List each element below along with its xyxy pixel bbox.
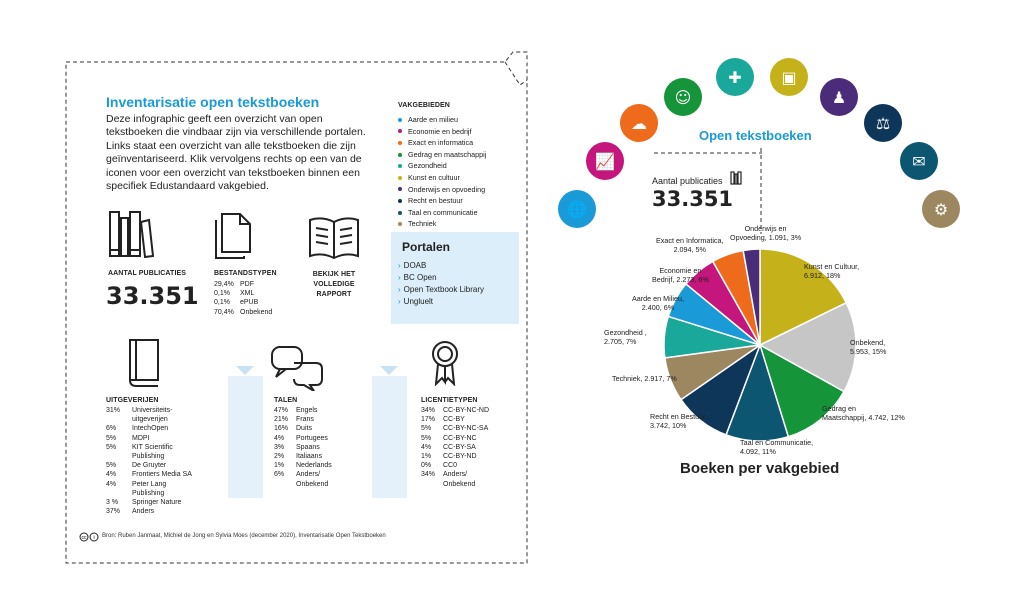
- legend-item: [398, 126, 486, 138]
- list-row: [421, 470, 489, 479]
- list-row: [274, 406, 332, 415]
- portal-link[interactable]: [398, 284, 484, 296]
- award-ribbon-icon: [430, 340, 460, 386]
- list-row: [106, 480, 192, 489]
- list-pct: 4%: [106, 471, 117, 479]
- list-pct: 2%: [274, 453, 285, 461]
- list-pct: 4%: [421, 443, 432, 451]
- list-pct: 29,4%: [214, 281, 234, 288]
- list-name: CC-BY-ND: [443, 453, 477, 461]
- education-teacher-icon[interactable]: [820, 78, 858, 116]
- list-name: CC-BY-NC-SA: [443, 425, 489, 433]
- list-pct: 16%: [274, 425, 289, 433]
- legend-dot: [398, 199, 402, 203]
- legend-label: Taal en communicatie: [408, 207, 478, 217]
- economy-chart-icon[interactable]: [586, 142, 624, 180]
- legend-label: Kunst en cultuur: [408, 172, 460, 182]
- legend-label: Gezondheid: [408, 161, 447, 171]
- list-row: [421, 424, 489, 433]
- portal-link[interactable]: [398, 296, 484, 308]
- list-pct: 4%: [274, 434, 285, 442]
- list-row: [274, 470, 332, 479]
- list-name: CC0: [443, 462, 458, 470]
- list-row: [214, 289, 272, 298]
- behaviour-head-icon[interactable]: [664, 78, 702, 116]
- list-row: [421, 434, 489, 443]
- list-row: [274, 480, 332, 489]
- list-name: Anders/: [443, 471, 468, 479]
- licentie-arrow: [380, 366, 398, 376]
- list-pct: [421, 480, 443, 489]
- list-pct: 5%: [106, 434, 117, 442]
- list-pct: 3 %: [106, 499, 119, 507]
- pie-label: Techniek, 2.917, 7%: [612, 374, 677, 383]
- icon-glyph: ☺: [674, 87, 692, 107]
- list-row: [421, 443, 489, 452]
- legend-item: [398, 137, 486, 149]
- pie-label: Gedrag en Maatschappij, 4.742, 12%: [822, 404, 905, 422]
- portal-link[interactable]: [398, 272, 484, 284]
- art-picture-icon[interactable]: [770, 58, 808, 96]
- icon-glyph: ⚙: [933, 199, 949, 219]
- legend-item: [398, 172, 486, 184]
- uitgeverijen-label: UITGEVERIJEN: [106, 397, 159, 404]
- list-name: Universiteits-: [132, 407, 173, 414]
- list-pct: [106, 452, 132, 461]
- list-name: Springer Nature: [132, 499, 182, 507]
- pie-label: Recht en Bestuur, 3.742, 10%: [650, 412, 708, 430]
- list-name: CC-BY-NC-ND: [443, 407, 490, 414]
- chevron-right-icon: ›: [398, 273, 401, 282]
- licentie-label: LICENTIETYPEN: [421, 397, 478, 404]
- list-pct: 0%: [421, 462, 432, 470]
- open-book-icon[interactable]: [308, 216, 360, 260]
- portalen-list: [398, 260, 484, 308]
- list-pct: [106, 415, 132, 424]
- list-row: [106, 507, 192, 516]
- intro-text: Deze infographic geeft een overzicht van open tekstboeken die vindbaar zijn via verschillende portalen. Links staat een overzicht van alle tekstboeken die zijn geïnventariseerd. Klik vervolgens rechts op een van de iconen voor een overzicht van tekstboeken binnen een specifiek Edustandaard vakgebied.: [106, 113, 366, 193]
- list-name: Onbekend: [240, 308, 273, 316]
- legend-label: Exact en informatica: [408, 138, 474, 148]
- right-aantal-value: 33.351: [652, 187, 734, 211]
- legend-dot: [398, 141, 402, 145]
- list-row: [274, 452, 332, 461]
- portalen-title: Portalen: [402, 240, 451, 254]
- list-pct: 1%: [274, 462, 285, 470]
- legend-dot: [398, 222, 402, 226]
- chevron-right-icon: ›: [398, 285, 401, 294]
- list-pct: 1%: [421, 453, 432, 461]
- pie-label: Taal en Communicatie, 4.092, 11%: [740, 438, 814, 456]
- list-pct: 37%: [106, 508, 121, 516]
- list-pct: 70,4%: [214, 308, 234, 316]
- list-name: Anders/: [296, 471, 321, 479]
- legend-dot: [398, 129, 402, 133]
- talen-column-bg: [228, 376, 263, 498]
- list-pct: [106, 489, 132, 498]
- uitgeverijen-list: [106, 406, 192, 516]
- pie-label: Economie en Bedrijf, 2.273, 6%: [652, 266, 709, 284]
- legend-item: [398, 207, 486, 219]
- icon-glyph: 📈: [595, 151, 615, 171]
- list-name: uitgeverijen: [132, 416, 168, 424]
- legend-dot: [398, 118, 402, 122]
- pie-label: Onderwijs en Opvoeding, 1.091, 3%: [730, 224, 802, 242]
- list-pct: 34%: [421, 407, 436, 414]
- list-pct: 0,1%: [214, 299, 230, 307]
- list-pct: 5%: [421, 434, 432, 442]
- speech-bubbles-icon: [270, 345, 324, 391]
- portal-label: DOAB: [403, 261, 427, 270]
- list-pct: 5%: [421, 425, 432, 433]
- list-row: [106, 452, 192, 461]
- book-icon: [126, 338, 162, 388]
- small-books-icon: [730, 171, 744, 185]
- chevron-right-icon: ›: [398, 261, 401, 270]
- list-pct: 3%: [274, 443, 285, 451]
- portal-label: Ungluelt: [403, 297, 434, 306]
- list-name: Anders: [132, 508, 155, 516]
- chart-title: Boeken per vakgebied: [680, 460, 840, 477]
- licentie-column-bg: [372, 376, 407, 498]
- list-name: XML: [240, 290, 255, 298]
- list-row: [106, 489, 192, 498]
- list-row: [274, 434, 332, 443]
- list-row: [421, 415, 489, 424]
- legend-item: [398, 195, 486, 207]
- right-aantal-label: Aantal publicaties: [652, 176, 723, 186]
- list-row: [421, 461, 489, 470]
- list-pct: 6%: [274, 471, 285, 479]
- list-name: Nederlands: [296, 462, 332, 470]
- pie-label: Kunst en Cultuur, 6.912, 18%: [804, 262, 860, 280]
- list-name: Frontiers Media SA: [132, 471, 192, 479]
- list-row: [106, 470, 192, 479]
- list-pct: 31%: [106, 407, 121, 414]
- legend-item: [398, 160, 486, 172]
- right-title: Open tekstboeken: [699, 128, 812, 143]
- icon-glyph: ▣: [781, 67, 797, 87]
- icon-glyph: ♟: [831, 87, 847, 107]
- list-row: [214, 280, 272, 289]
- dashed-connector-h: [654, 152, 762, 156]
- legend-dot: [398, 211, 402, 215]
- licenties-list: [421, 406, 489, 489]
- health-icon[interactable]: [716, 58, 754, 96]
- list-name: Frans: [296, 416, 314, 424]
- talen-list: [274, 406, 332, 489]
- list-pct: 21%: [274, 416, 289, 424]
- list-row: [106, 424, 192, 433]
- vakgebieden-title: VAKGEBIEDEN: [398, 102, 450, 109]
- talen-label: TALEN: [274, 397, 298, 404]
- legend-item: [398, 114, 486, 126]
- icon-glyph: ⚖: [875, 113, 891, 133]
- list-name: PDF: [240, 281, 254, 288]
- list-row: [421, 406, 489, 415]
- portal-label: BC Open: [403, 273, 437, 282]
- aantal-label: AANTAL PUBLICATIES: [108, 270, 187, 277]
- list-name: Publishing: [132, 489, 165, 497]
- legend-label: Gedrag en maatschappij: [408, 149, 487, 159]
- legend-item: [398, 149, 486, 161]
- svg-text:cc: cc: [81, 535, 87, 541]
- rapport-label-2: VOLLEDIGE: [313, 281, 355, 288]
- vakgebieden-legend: [398, 114, 486, 230]
- list-name: Publishing: [132, 453, 165, 461]
- list-name: IntechOpen: [132, 425, 169, 433]
- list-pct: 5%: [106, 462, 117, 470]
- legend-item: [398, 184, 486, 196]
- list-name: Italiaans: [296, 453, 323, 461]
- list-pct: 0,1%: [214, 290, 230, 298]
- list-name: Spaans: [296, 443, 320, 451]
- list-row: [421, 452, 489, 461]
- source-text: Bron: Ruben Janmaat, Michiel de Jong en Sylvia Moes (december 2020), Inventarisatie Open Tekstboeken: [102, 533, 386, 539]
- chevron-right-icon: ›: [398, 297, 401, 306]
- legend-dot: [398, 176, 402, 180]
- list-name: CC-BY-SA: [443, 443, 476, 451]
- list-row: [214, 298, 272, 307]
- aantal-value: 33.351: [106, 282, 199, 310]
- portal-link[interactable]: [398, 260, 484, 272]
- legend-label: Aarde en milieu: [408, 115, 458, 124]
- list-row: [274, 424, 332, 433]
- list-pct: 4%: [106, 480, 117, 488]
- list-pct: 5%: [106, 443, 117, 451]
- list-name: Onbekend: [296, 480, 329, 488]
- computing-icon[interactable]: [620, 104, 658, 142]
- technology-gear-icon[interactable]: [922, 190, 960, 228]
- icon-glyph: ☁: [631, 113, 647, 133]
- list-pct: 6%: [106, 425, 117, 433]
- list-name: CC-BY: [443, 416, 465, 424]
- icon-glyph: ✚: [728, 67, 742, 87]
- legend-dot: [398, 164, 402, 168]
- legend-label: Recht en bestuur: [408, 196, 463, 206]
- list-pct: 17%: [421, 416, 436, 424]
- list-pct: [274, 480, 296, 489]
- communication-chat-icon[interactable]: [900, 142, 938, 180]
- cc-license-icon: [79, 532, 99, 542]
- rapport-link[interactable]: [303, 270, 365, 300]
- icon-glyph: 🌐: [567, 199, 587, 219]
- list-name: Duits: [296, 425, 312, 433]
- bestandstypen-label: BESTANDSTYPEN: [214, 270, 277, 277]
- legend-item: [398, 218, 486, 230]
- bestandstypen-list: [214, 280, 272, 317]
- list-row: [274, 461, 332, 470]
- list-pct: 34%: [421, 471, 436, 479]
- list-name: ePUB: [240, 299, 259, 307]
- list-row: [106, 406, 192, 415]
- list-name: De Gruyter: [132, 462, 167, 470]
- legend-dot: [398, 153, 402, 157]
- legend-label: Onderwijs en opvoeding: [408, 184, 486, 194]
- list-row: [274, 443, 332, 452]
- list-pct: 47%: [274, 407, 289, 414]
- rapport-label-1: BEKIJK HET: [312, 271, 356, 278]
- pie-label: Aarde en Milieu, 2.400, 6%: [632, 294, 684, 312]
- file-icon: [214, 212, 254, 260]
- portal-label: Open Textbook Library: [403, 285, 485, 294]
- list-row: [421, 480, 489, 489]
- list-row: [274, 415, 332, 424]
- page-title: Inventarisatie open tekstboeken: [106, 94, 320, 110]
- legend-label: Economie en bedrijf: [408, 126, 472, 136]
- list-name: Portugees: [296, 434, 328, 442]
- pie-label: Onbekend, 5.953, 15%: [850, 338, 887, 356]
- list-row: [106, 434, 192, 443]
- list-row: [106, 415, 192, 424]
- list-row: [214, 308, 272, 317]
- law-scales-icon[interactable]: [864, 104, 902, 142]
- list-row: [106, 461, 192, 470]
- icon-glyph: ✉: [912, 151, 926, 171]
- list-row: [106, 498, 192, 507]
- list-name: Peter Lang: [132, 480, 167, 488]
- legend-dot: [398, 187, 402, 191]
- pie-label: Exact en Informatica, 2.094, 5%: [656, 236, 724, 254]
- list-name: MDPI: [132, 434, 150, 442]
- list-name: Engels: [296, 407, 318, 414]
- list-name: Onbekend: [443, 480, 476, 488]
- pie-label: Gezondheid , 2.705, 7%: [604, 328, 647, 346]
- rapport-label-3: RAPPORT: [316, 291, 352, 298]
- talen-arrow: [236, 366, 254, 376]
- svg-text:i: i: [93, 535, 95, 541]
- books-icon: [108, 210, 154, 258]
- list-name: CC-BY-NC: [443, 434, 477, 442]
- legend-label: Techniek: [408, 219, 437, 229]
- list-name: KIT Scientific: [132, 443, 173, 451]
- list-row: [106, 443, 192, 452]
